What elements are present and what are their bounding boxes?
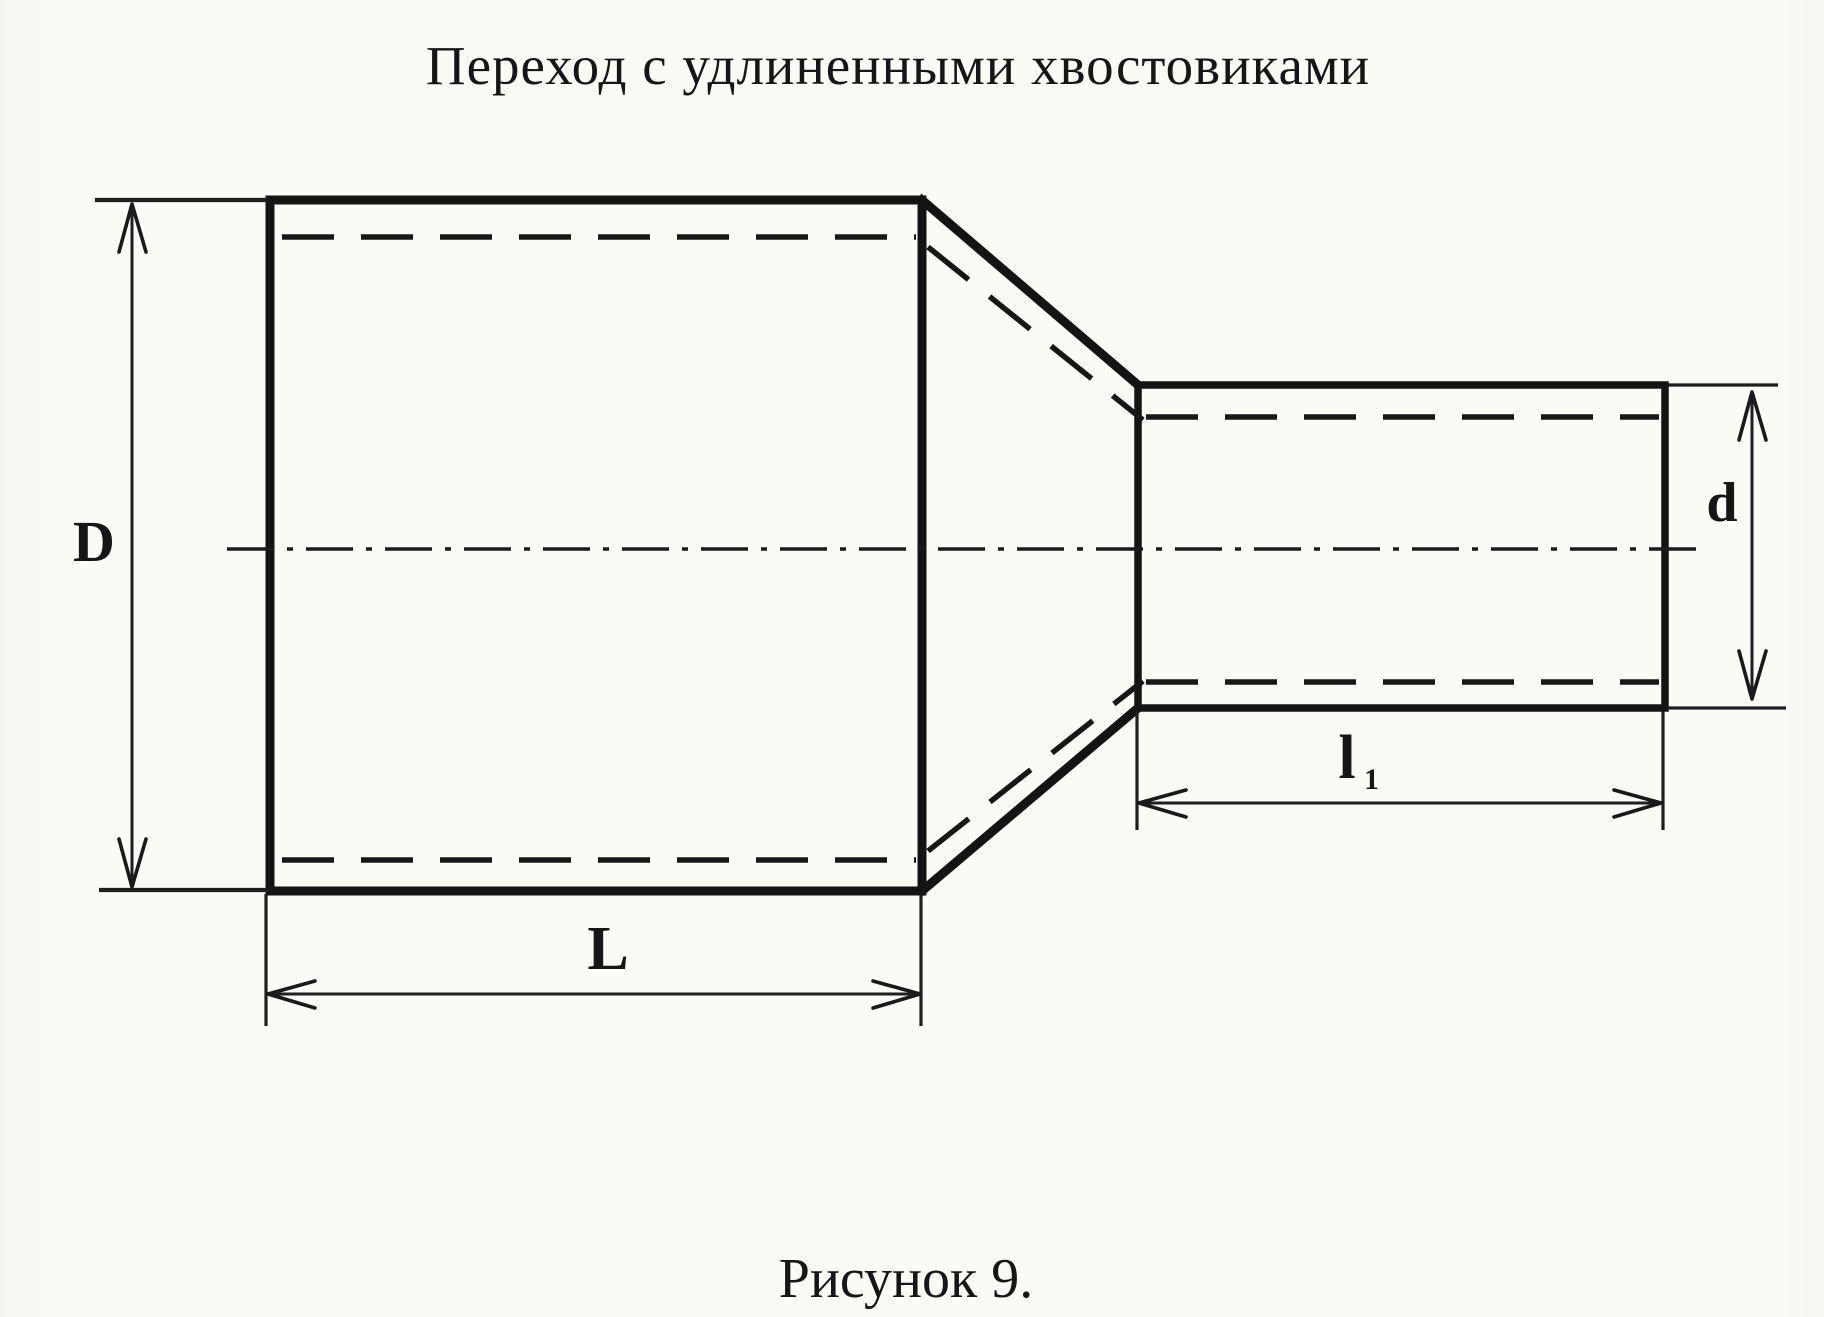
dimension-d: [1668, 385, 1786, 708]
figure-caption: Рисунок 9.: [778, 1248, 1034, 1310]
dimension-D: [73, 200, 268, 890]
dimension-L: [266, 894, 921, 1026]
dim-label-L: L: [587, 915, 629, 983]
reducer-outline: [270, 200, 1665, 891]
dim-label-d: d: [1706, 472, 1738, 534]
cone-top-edge: [922, 200, 1138, 385]
dimension-l1: [1137, 711, 1663, 830]
dim-label-l1: l: [1338, 724, 1356, 792]
figure-title: Переход с удлиненными хвостовиками: [425, 35, 1371, 96]
dim-label-D: D: [73, 509, 115, 574]
large-cylinder-outline: [270, 200, 922, 891]
inner-wall-cone-top: [928, 247, 1143, 420]
dim-label-l1-subscript: 1: [1364, 763, 1379, 796]
inner-wall-cone-bottom: [928, 681, 1143, 851]
small-cylinder-outline: [1138, 385, 1665, 708]
cone-bottom-edge: [922, 708, 1138, 891]
